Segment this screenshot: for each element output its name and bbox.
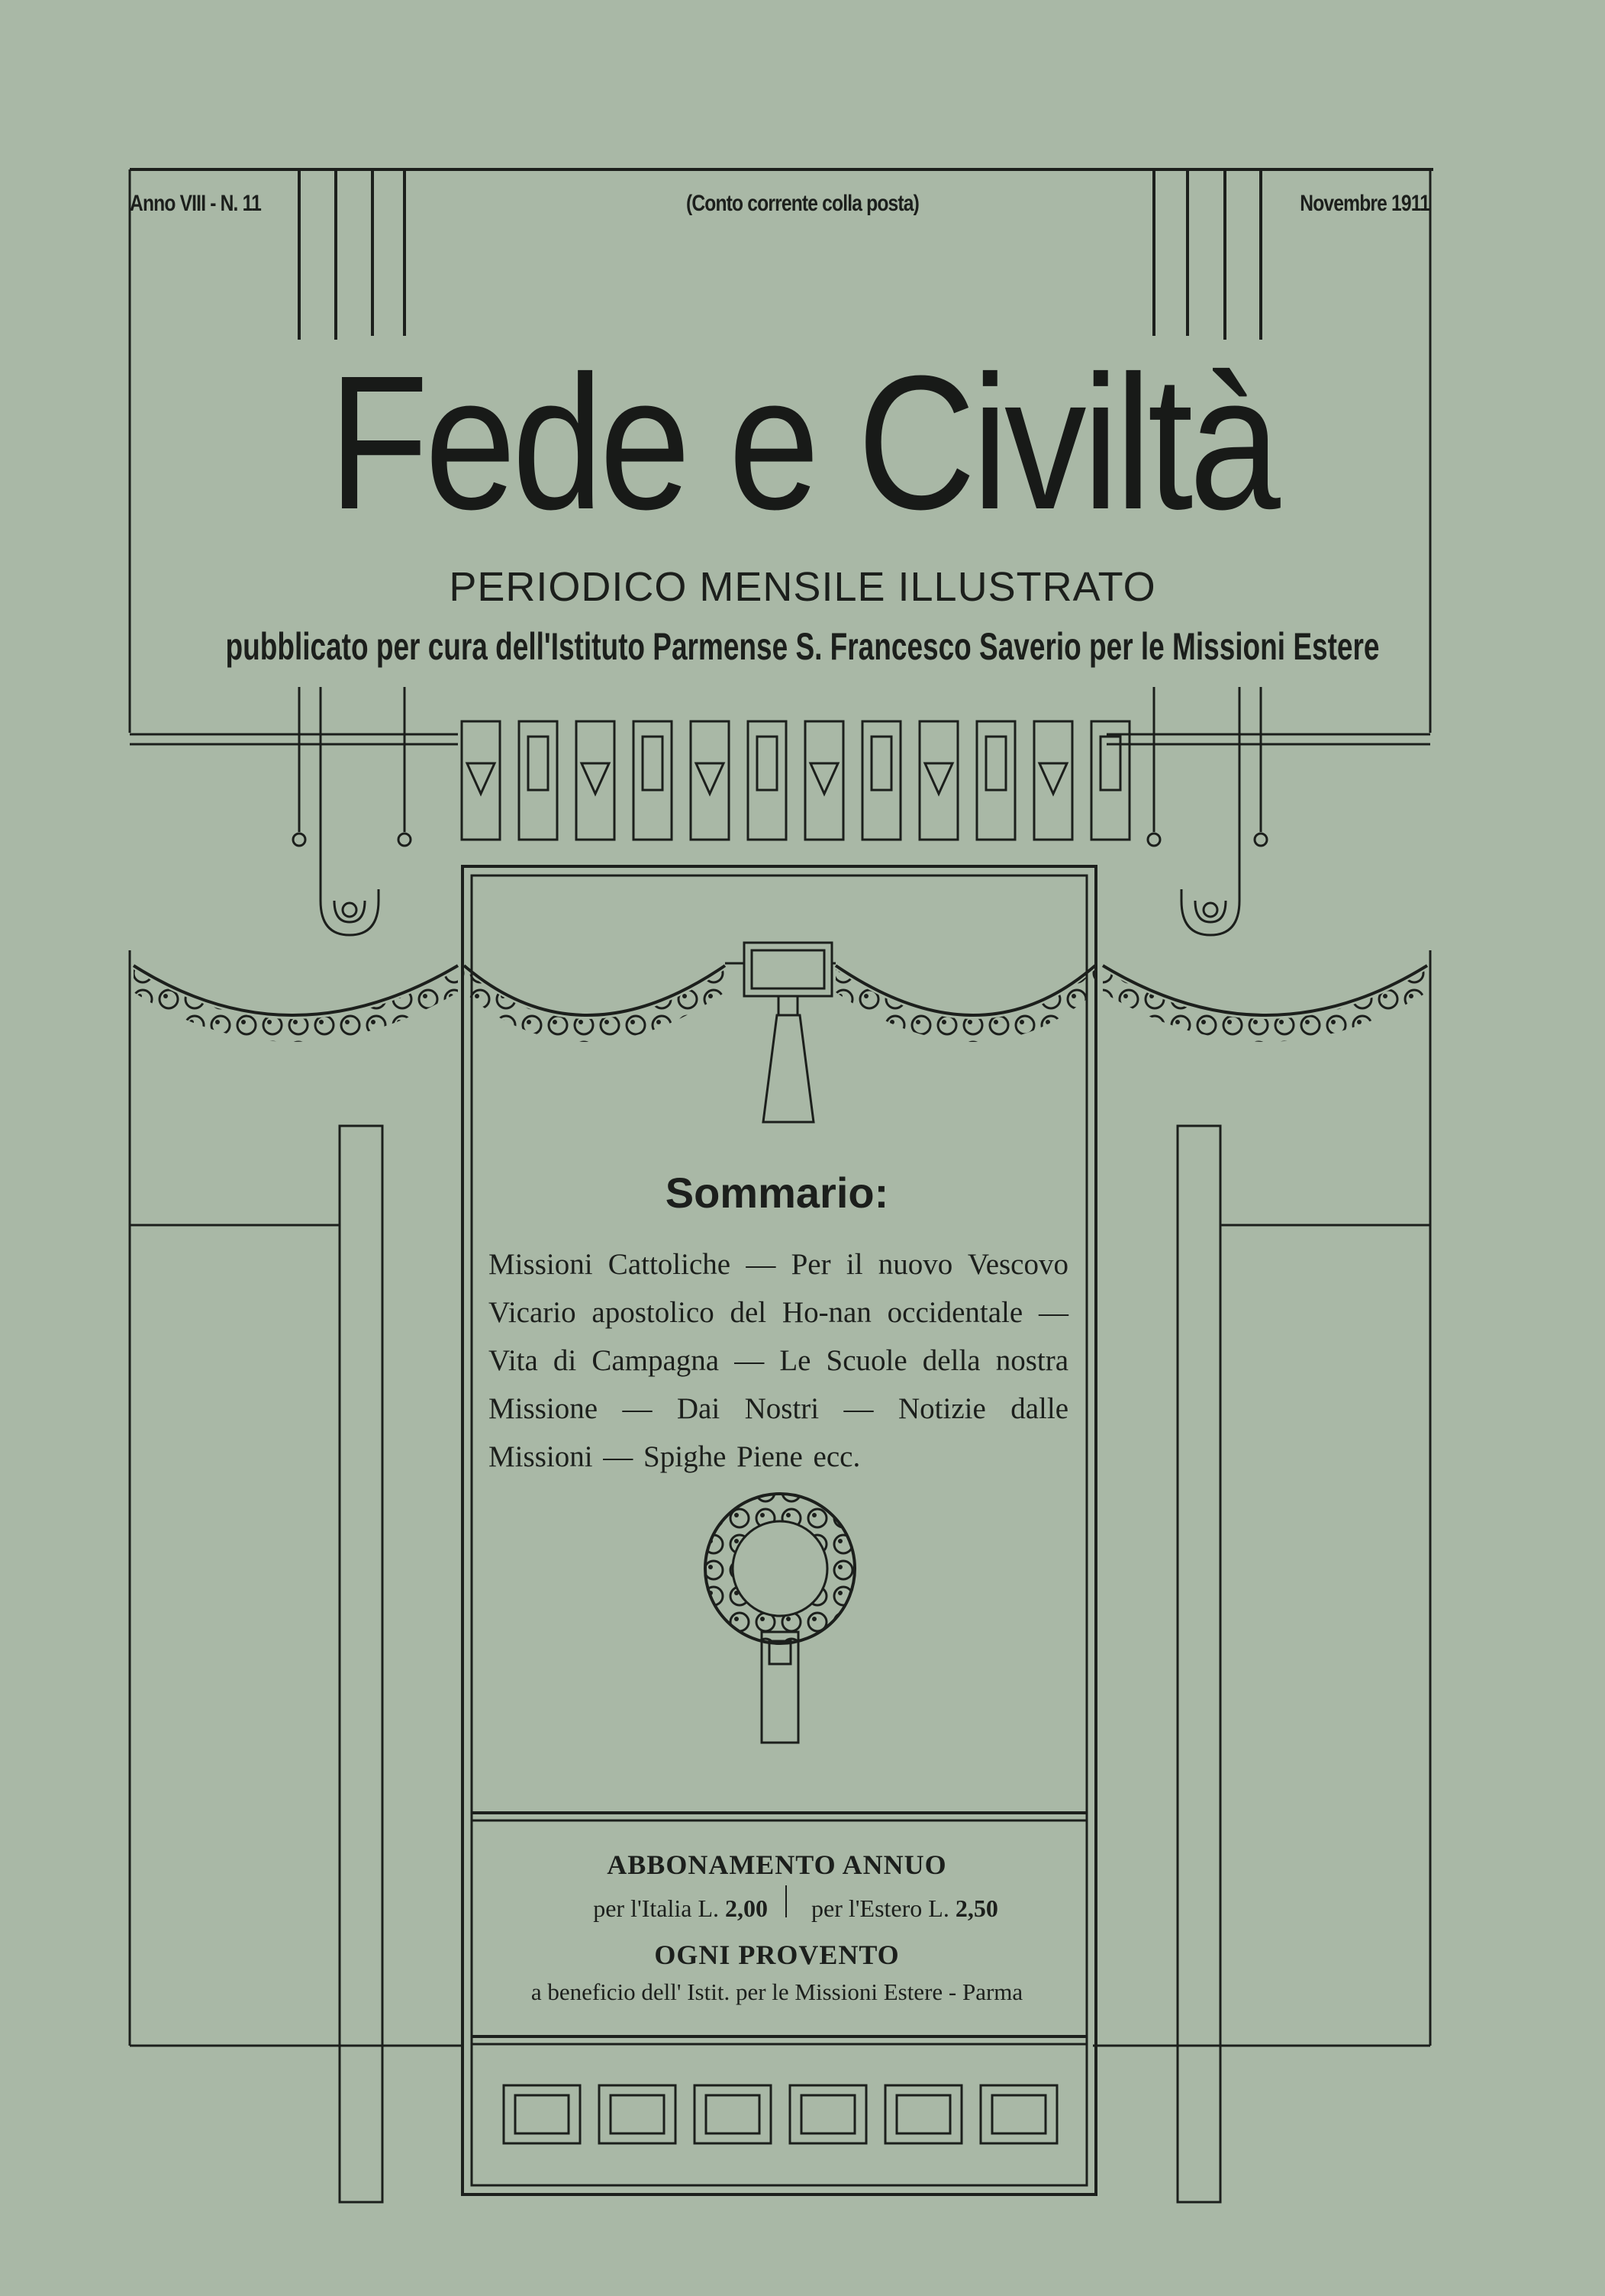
postal-note: (Conto corrente colla posta) bbox=[685, 191, 920, 216]
masthead-subtitle: PERIODICO MENSILE ILLUSTRATO bbox=[449, 564, 1156, 610]
subscription-heading: ABBONAMENTO ANNUO bbox=[607, 1849, 947, 1880]
price-abroad-value: 2,50 bbox=[955, 1895, 998, 1922]
price-italy-label: per l'Italia L. bbox=[593, 1895, 719, 1922]
proceeds-text: a beneficio dell' Istit. per le Missioni Estere - Parma bbox=[530, 1978, 1023, 2005]
issue-date: Novembre 1911 bbox=[1300, 191, 1429, 216]
summary-heading: Sommario: bbox=[665, 1169, 889, 1217]
publisher-line: pubblicato per cura dell'Istituto Parmense S. Francesco Saverio per le Missioni Estere bbox=[225, 625, 1380, 668]
price-italy bbox=[485, 1895, 768, 1923]
masthead-title: Fede e Civiltà bbox=[328, 336, 1277, 549]
issue-number: Anno VIII - N. 11 bbox=[130, 191, 261, 216]
price-italy-value: 2,00 bbox=[725, 1895, 768, 1922]
price-abroad-label: per l'Estero L. bbox=[811, 1895, 949, 1922]
summary-text: Missioni Cattoliche — Per il nuovo Vescovo Vicario apostolico del Ho-nan occidentale — Vita di Campagna — Le Scuole della nostra Missione — Dai Nostri — Notizie dalle Missioni — Spighe Piene ecc. bbox=[488, 1248, 1068, 1473]
proceeds-heading: OGNI PROVENTO bbox=[654, 1940, 900, 1970]
price-abroad bbox=[811, 1895, 1094, 1923]
